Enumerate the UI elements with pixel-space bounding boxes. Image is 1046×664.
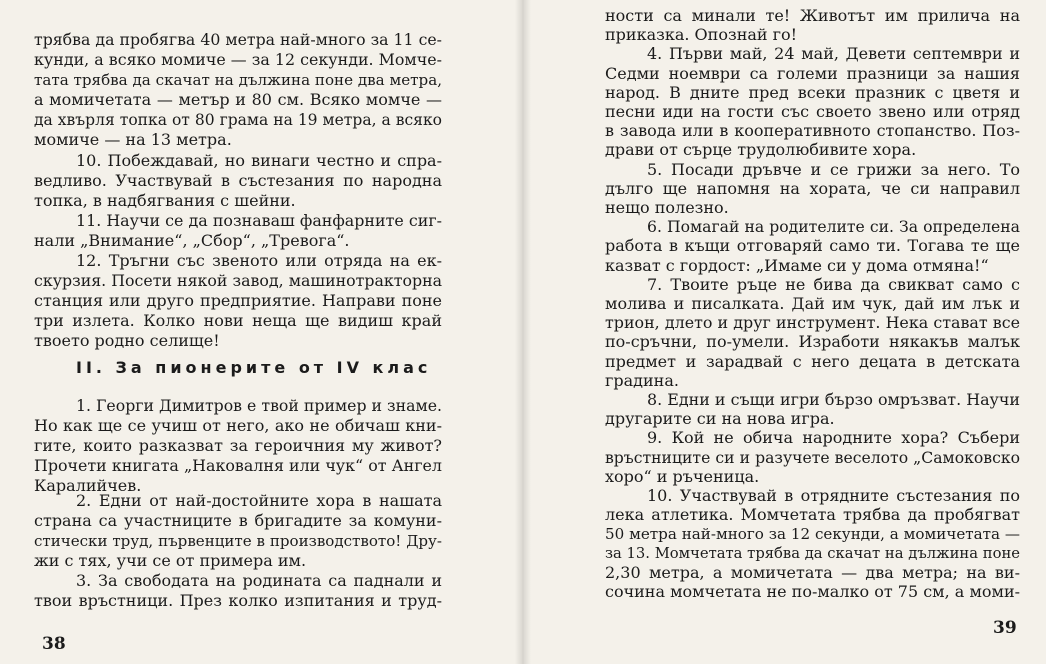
text-line: тата трябва да скачат на дължина поне два метра, (34, 71, 442, 89)
text-line: 10. Участвувай в отрядните състезания по (647, 486, 1020, 505)
text-line: трябва да пробягва 40 метра най-много за 11 се- (34, 30, 442, 49)
text-line: станция или друго предприятие. Направи поне (34, 291, 442, 310)
page-number: 38 (42, 634, 66, 654)
text-line: хоро“ и ръченица. (605, 467, 760, 486)
text-line: нали „Внимание“, „Сбор“, „Тревога“. (34, 231, 350, 250)
text-line: страна са участниците в бригадите за комуни- (34, 511, 442, 530)
text-line: 1. Георги Димитров е твой пример и знаме. (76, 396, 442, 415)
text-line: за 13. Момчетата трябва да скачат на дължина поне (605, 545, 1020, 562)
text-line: Каралийчев. (34, 476, 142, 495)
text-line: 7. Твоите ръце не бива да свикват само с (647, 275, 1020, 294)
text-line: 8. Едни и същи игри бързо омръзват. Научи (647, 390, 1020, 409)
text-line: 3. За свободата на родината са паднали и (76, 571, 442, 590)
text-line: 2. Едни от най-достойните хора в нашата (76, 491, 442, 510)
text-line: топка, в надбягвания с шейни. (34, 191, 296, 210)
text-line: казват с гордост: „Имаме си у дома отмяна!“ (605, 256, 989, 275)
text-line: другарите си на нова игра. (605, 409, 835, 428)
text-line: скурзия. Посети някой завод, машинотракторна (34, 271, 442, 290)
text-line: градина. (605, 371, 679, 390)
text-line: момиче — на 13 метра. (34, 130, 232, 149)
text-line: 9. Кой не обича народните хора? Събери (647, 428, 1020, 447)
text-line: 10. Побеждавай, но винаги честно и спра- (76, 151, 442, 170)
text-line: 2,30 метра, а момичетата — два метра; на ви- (605, 563, 1020, 582)
text-line: 5. Посади дръвче и се грижи за него. То (647, 160, 1020, 179)
text-line: молива и писалката. Дай им чук, дай им лък и (605, 294, 1020, 313)
text-line: 12. Тръгни със звеното или отряда на ек- (76, 251, 442, 270)
text-line: твои връстници. През колко изпитания и труд- (34, 591, 442, 610)
text-line: кунди, а всяко момиче — за 12 секунди. Момче- (34, 50, 442, 69)
text-line: жи с тях, учи се от примера им. (34, 551, 307, 570)
text-line: сочина момчетата не по-малко от 75 см, а моми- (605, 582, 1020, 601)
text-line: трион, длето и друг инструмент. Нека стават все (605, 313, 1020, 332)
text-line: 11. Научи се да познаваш фанфарните сиг- (76, 211, 442, 230)
text-line: три излета. Колко нови неща ще видиш край (34, 311, 442, 330)
text-line: а момичетата — метър и 80 см. Всяко момче — (34, 90, 442, 109)
page-number: 39 (993, 618, 1017, 638)
text-line: по-сръчни, по-умели. Изработи някакъв малък (605, 332, 1020, 351)
text-line: драви от сърце трудолюбивите хора. (605, 140, 917, 159)
text-line: работа в къщи отговаряй само ти. Тогава те ще (605, 236, 1020, 255)
text-line: Прочети книгата „Наковалня или чук“ от Ангел (34, 456, 442, 475)
text-line: ности са минали те! Животът им прилича на (605, 6, 1020, 25)
text-line: приказка. Опознай го! (605, 25, 798, 44)
text-line: стически труд, първенците в производството! Дру- (34, 532, 442, 550)
text-line: твоето родно селище! (34, 331, 220, 350)
text-line: Но как ще се учиш от него, ако не обичаш кни- (34, 416, 442, 435)
text-line: народ. В дните пред всеки празник с цветя и (605, 83, 1020, 102)
text-line: в завода или в кооперативното стопанство. Поз- (605, 121, 1020, 140)
text-line: да хвърля топка от 80 грама на 19 метра, а всяко (34, 111, 442, 129)
right-page (523, 0, 1046, 664)
text-line: дълго ще напомня на хората, че си направил (605, 179, 1020, 198)
text-line: лека атлетика. Момчетата трябва да пробягват (605, 505, 1020, 524)
text-line: 4. Първи май, 24 май, Девети септември и (647, 44, 1020, 63)
text-line: гите, които разказват за героичния му живот? (34, 436, 442, 455)
text-line: ведливо. Участвувай в състезания по народна (34, 171, 442, 190)
text-line: песни иди на гости със своето звено или отряд (605, 102, 1020, 121)
text-line: 6. Помагай на родителите си. За определена (647, 217, 1020, 236)
text-line: Седми ноември са големи празници за нашия (605, 64, 1020, 83)
text-line: предмет и зарадвай с него децата в детската (605, 352, 1020, 371)
text-line: 50 метра най-много за 12 секунди, а момичетата — (605, 525, 1020, 543)
section-heading: II. За пионерите от IV клас (76, 358, 432, 377)
text-line: връстниците си и разучете веселото „Самоковско (605, 448, 1020, 467)
text-line: нещо полезно. (605, 198, 729, 217)
